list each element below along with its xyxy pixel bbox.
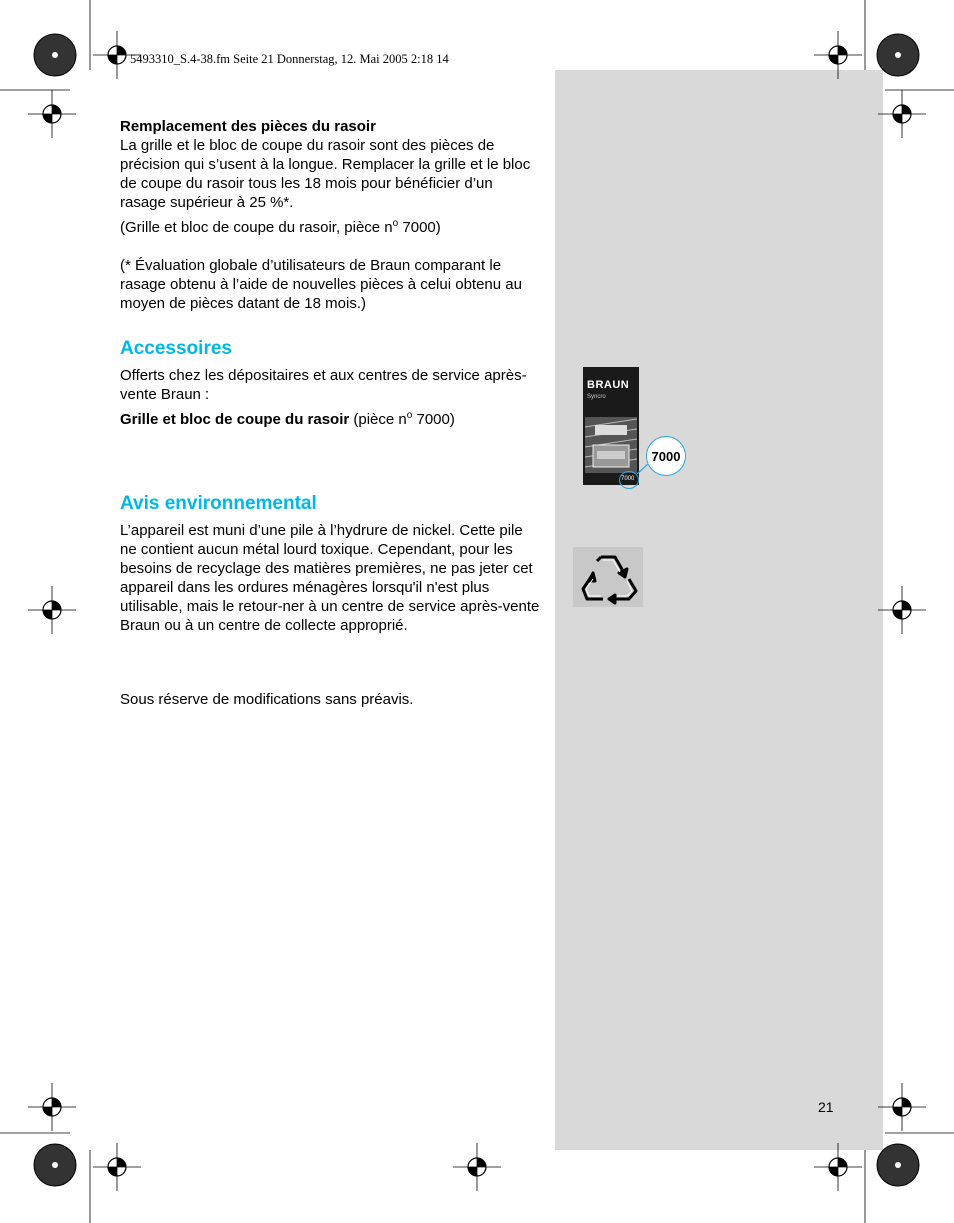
replacement-section — [120, 117, 540, 313]
accessories-body: Offerts chez les dépositaires et aux centres de service après-vente Braun : — [120, 367, 527, 403]
replacement-body: La grille et le bloc de coupe du rasoir sont des pièces de précision qui s’usent à la longue. Remplacer la grille et le bloc de coupe du rasoir tous les 18 mois pour bénéficier d’un rasage supérieur à 25 %*. — [120, 137, 531, 211]
replacement-footnote: (* Évaluation globale d’utilisateurs de Braun comparant le rasage obtenu à l’aide de nouvelles pièces à celui obtenu au moyen de pièces datant de 18 mois.) — [120, 257, 522, 312]
package-part-label: 7000 — [621, 476, 635, 482]
accessories-section — [120, 338, 540, 429]
braun-logo: BRAUN — [587, 379, 630, 391]
product-package-image — [583, 367, 639, 485]
environment-heading: Avis environnemental — [120, 493, 317, 514]
environment-section — [120, 493, 540, 635]
product-subtitle: Syncro — [587, 394, 606, 400]
disclaimer: Sous réserve de modifications sans préavis. — [120, 691, 414, 708]
replacement-title: Remplacement des pièces du rasoir — [120, 118, 376, 135]
part-number-callout: 7000 — [646, 436, 686, 476]
recycle-icon — [573, 547, 643, 607]
replacement-part-number: (Grille et bloc de coupe du rasoir, pièce $n^o$ 7000) — [120, 218, 441, 236]
accessories-heading: Accessoires — [120, 338, 232, 359]
shaver-foil-graphic — [583, 367, 639, 485]
file-info-header: 5493310_S.4-38.fm Seite 21 Donnerstag, 12. Mai 2005 2:18 14 — [130, 52, 449, 66]
page-number: 21 — [818, 1099, 834, 1115]
environment-body: L’appareil est muni d’une pile à l’hydrure de nickel. Cette pile ne contient aucun métal lourd toxique. Cependant, pour les besoins de recyclage des matières premières, ne pas jeter cet appareil dans les ordures ménagères lorsqu'il n'est plus utilisable, mais le retour-ner à un centre de service après-vente Braun ou à un centre de collecte approprié. — [120, 522, 540, 634]
accessories-item: Grille et bloc de coupe du rasoir (pièce $n^o$ 7000) — [120, 410, 455, 428]
